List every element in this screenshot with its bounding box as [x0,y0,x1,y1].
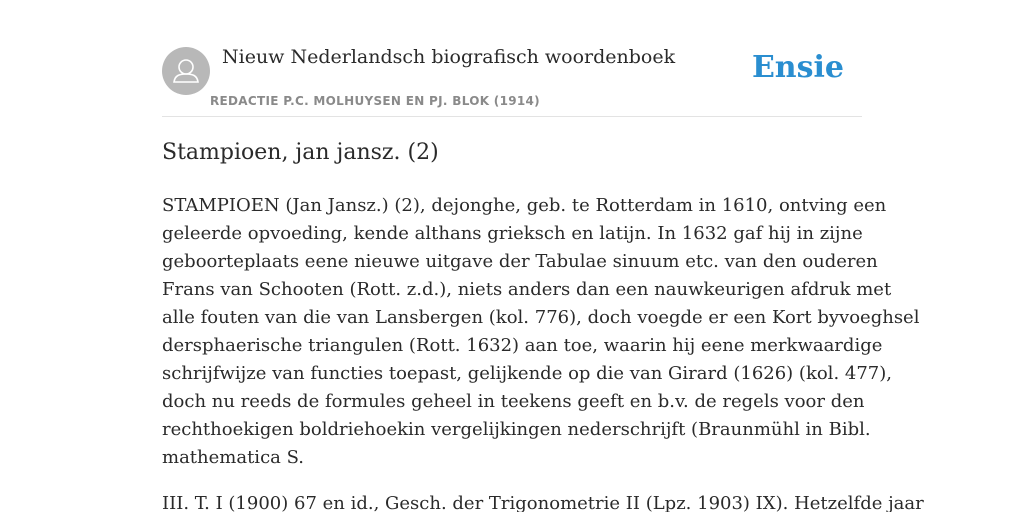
user-icon [162,47,210,95]
text-line: III. T. I (1900) 67 en id., Gesch. der Trigonometrie II (Lpz. 1903) IX). Hetzelfde jaar [162,493,924,512]
text-line: Frans van Schooten (Rott. z.d.), niets anders dan een nauwkeurigen afdruk met [162,279,892,300]
entry-paragraph [162,490,924,512]
ensie-logo[interactable]: Ensie [751,50,844,85]
entry-body [162,192,924,512]
book-editors: REDACTIE P.C. MOLHUYSEN EN PJ. BLOK (1914) [210,94,540,108]
book-title[interactable]: Nieuw Nederlandsch biografisch woordenboek [222,46,676,68]
text-line: dersphaerische triangulen (Rott. 1632) aan toe, waarin hij eene merkwaardige [162,335,883,356]
text-line: mathematica S. [162,447,305,468]
header [162,40,862,117]
entry-paragraph [162,192,920,472]
text-line: schrijfwijze van functies toepast, gelijkende op die van Girard (1626) (kol. 477), [162,363,892,384]
text-line: STAMPIOEN (Jan Jansz.) (2), dejonghe, geb. te Rotterdam in 1610, ontving een [162,195,887,216]
text-line: geleerde opvoeding, kende althans grieksch en latijn. In 1632 gaf hij in zijne [162,223,863,244]
text-line: doch nu reeds de formules geheel in teekens geeft en b.v. de regels voor den [162,391,865,412]
entry-title: Stampioen, jan jansz. (2) [162,140,439,165]
author-avatar[interactable] [162,47,210,95]
text-line: alle fouten van die van Lansbergen (kol. 776), doch voegde er een Kort byvoeghsel [162,307,920,328]
text-line: geboorteplaats eene nieuwe uitgave der Tabulae sinuum etc. van den ouderen [162,251,878,272]
text-line: rechthoekigen boldriehoekin vergelijkingen nederschrijft (Braunmühl in Bibl. [162,419,871,440]
